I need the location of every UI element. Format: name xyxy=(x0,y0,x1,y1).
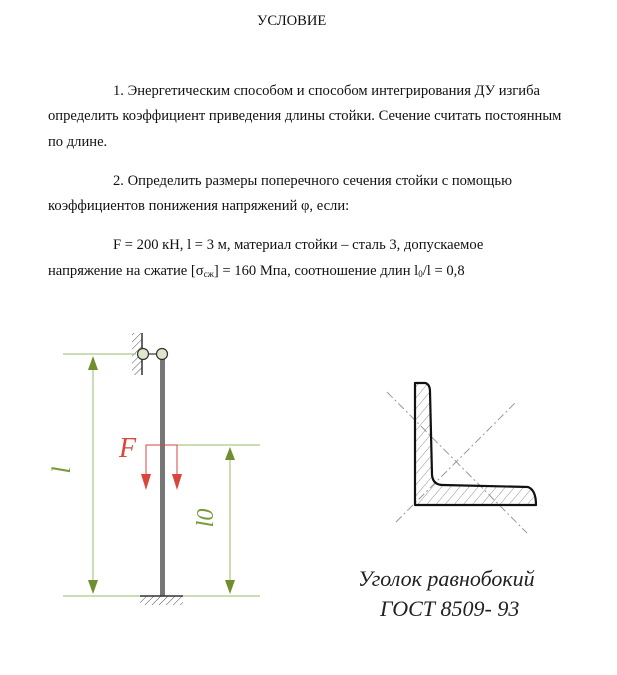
paragraph-2-line-2: коэффициентов понижения напряжений φ, если: xyxy=(48,198,350,214)
section-caption-line-2: ГОСТ 8509- 93 xyxy=(380,596,520,621)
length-label: l xyxy=(47,466,76,474)
angle-section-diagram xyxy=(358,383,536,621)
force-arrow-icon xyxy=(141,474,151,490)
paragraph-1-line-1: 1. Энергетическим способом и способом интегрирования ДУ изгиба xyxy=(113,83,540,99)
page-title: УСЛОВИЕ xyxy=(257,13,327,29)
reduced-length-label: l0 xyxy=(193,508,219,528)
force-arrow-icon xyxy=(172,474,182,490)
force-label: F xyxy=(119,433,137,464)
column-diagram xyxy=(47,333,260,605)
paragraph-2-line-1: 2. Определить размеры поперечного сечения стойки с помощью xyxy=(113,173,512,189)
paragraph-1-line-2: определить коэффициент приведения длины стойки. Сечение считать постоянным xyxy=(48,108,562,124)
paragraph-3-line-1: F = 200 кН, l = 3 м, материал стойки – сталь 3, допускаемое xyxy=(113,237,484,253)
paragraph-3-line-2: напряжение на сжатие $[\sigma_{сж}] = 160$ Мпа, соотношение длин $l_0/l = 0,8$ xyxy=(48,263,465,279)
bottom-support-hatch xyxy=(140,596,183,605)
hinge-icon xyxy=(157,349,168,360)
angle-profile xyxy=(415,383,536,505)
section-caption-line-1: Уголок равнобокий xyxy=(358,566,535,591)
hinge-icon xyxy=(138,349,149,360)
column xyxy=(160,354,165,596)
paragraph-1-line-3: по длине. xyxy=(48,134,108,150)
axis-line xyxy=(387,392,527,533)
